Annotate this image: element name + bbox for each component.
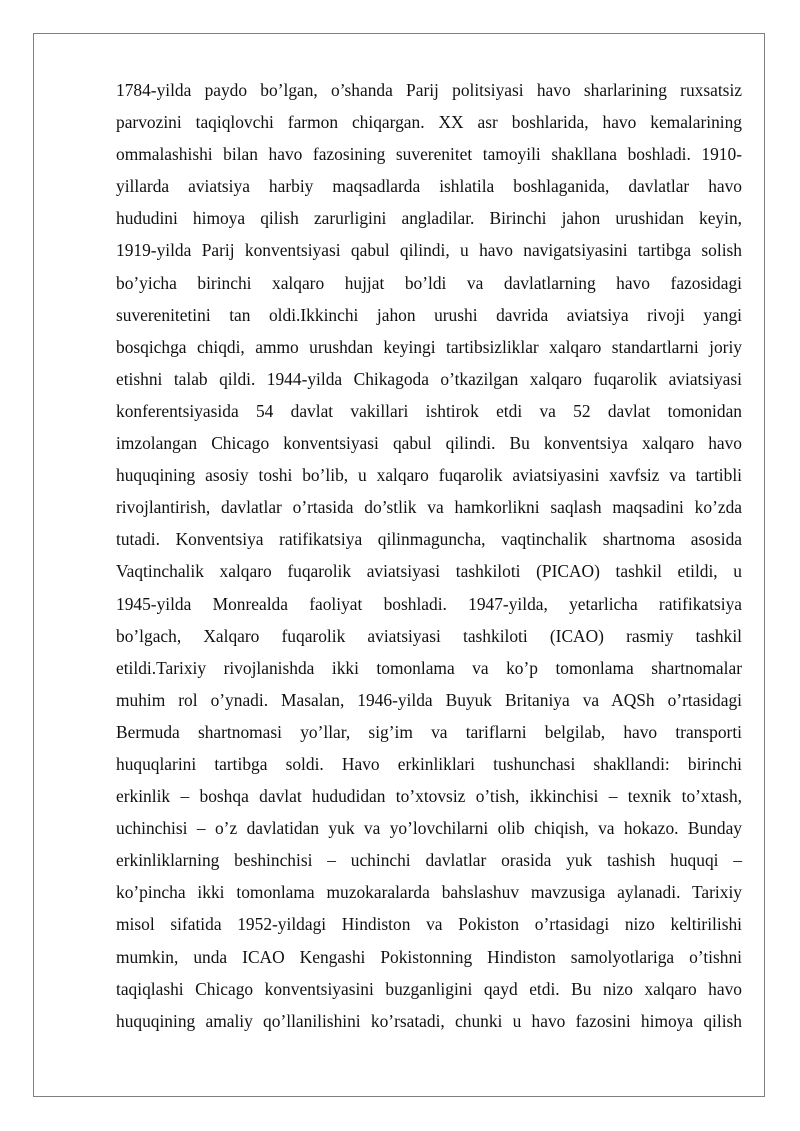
- text-line: hududini himoya qilish zarurligini angladilar. Birinchi jahon urushidan keyin,: [116, 208, 742, 229]
- text-line: bo’lgach, Xalqaro fuqarolik aviatsiyasi tashkiloti (ICAO) rasmiy tashkil: [116, 625, 742, 646]
- text-line: misol sifatida 1952-yildagi Hindiston va Pokiston o’rtasidagi nizo keltirilishi: [116, 914, 742, 935]
- text-line: suverenitetini tan oldi.Ikkinchi jahon urushi davrida aviatsiya rivoji yangi: [116, 304, 742, 325]
- text-line: erkinliklarning beshinchisi – uchinchi davlatlar orasida yuk tashish huquqi –: [116, 850, 742, 871]
- text-line: ko’pincha ikki tomonlama muzokaralarda bahslashuv mavzusiga aylanadi. Tarixiy: [116, 882, 742, 903]
- text-line: 1919-yilda Parij konventsiyasi qabul qilindi, u havo navigatsiyasini tartibga solish: [116, 240, 742, 261]
- text-line: rivojlantirish, davlatlar o’rtasida do’stlik va hamkorlikni saqlash maqsadini ko’zda: [116, 497, 742, 518]
- text-line: Bermuda shartnomasi yo’llar, sig’im va tariflarni belgilab, havo transporti: [116, 721, 742, 742]
- text-line: ommalashishi bilan havo fazosining suverenitet tamoyili shakllana boshladi. 1910-: [116, 144, 742, 165]
- text-line: etildi.Tarixiy rivojlanishda ikki tomonlama va ko’p tomonlama shartnomalar: [116, 657, 742, 678]
- text-line: yillarda aviatsiya harbiy maqsadlarda ishlatila boshlaganida, davlatlar havo: [116, 176, 742, 197]
- text-line: bosqichga chiqdi, ammo urushdan keyingi tartibsizliklar xalqaro standartlarni joriy: [116, 336, 742, 357]
- text-line: erkinlik – boshqa davlat hududidan to’xtovsiz o’tish, ikkinchisi – texnik to’xtash,: [116, 786, 742, 807]
- text-line: konferentsiyasida 54 davlat vakillari ishtirok etdi va 52 davlat tomonidan: [116, 400, 742, 421]
- text-line: 1945-yilda Monrealda faoliyat boshladi. 1947-yilda, yetarlicha ratifikatsiya: [116, 593, 742, 614]
- text-line: uchinchisi – o’z davlatidan yuk va yo’lovchilarni olib chiqish, va hokazo. Bunday: [116, 818, 742, 839]
- text-line: mumkin, unda ICAO Kengashi Pokistonning Hindiston samolyotlariga o’tishni: [116, 946, 742, 967]
- text-line: Vaqtinchalik xalqaro fuqarolik aviatsiyasi tashkiloti (PICAO) tashkil etildi, u: [116, 561, 742, 582]
- text-line: tutadi. Konventsiya ratifikatsiya qilinmaguncha, vaqtinchalik shartnoma asosida: [116, 529, 742, 550]
- text-line: muhim rol o’ynadi. Masalan, 1946-yilda Buyuk Britaniya va AQSh o’rtasidagi: [116, 689, 742, 710]
- text-line: bo’yicha birinchi xalqaro hujjat bo’ldi va davlatlarning havo fazosidagi: [116, 272, 742, 293]
- text-line: 1784-yilda paydo bo’lgan, o’shanda Parij politsiyasi havo sharlarining ruxsatsiz: [116, 80, 742, 100]
- text-line: huquqining asosiy toshi bo’lib, u xalqaro fuqarolik aviatsiyasini xavfsiz va tartibli: [116, 465, 742, 486]
- text-line: etishni talab qildi. 1944-yilda Chikagoda o’tkazilgan xalqaro fuqarolik aviatsiyasi: [116, 368, 742, 389]
- text-line: parvozini taqiqlovchi farmon chiqargan. XX asr boshlarida, havo kemalarining: [116, 112, 742, 133]
- text-line: huquqining amaliy qo’llanilishini ko’rsatadi, chunki u havo fazosini himoya qilish: [116, 1010, 742, 1031]
- text-line: imzolangan Chicago konventsiyasi qabul qilindi. Bu konventsiya xalqaro havo: [116, 433, 742, 454]
- text-line: huquqlarini tartibga soldi. Havo erkinliklari tushunchasi shakllandi: birinchi: [116, 753, 742, 774]
- document-body: [116, 74, 742, 1037]
- text-line: taqiqlashi Chicago konventsiyasini buzganligini qayd etdi. Bu nizo xalqaro havo: [116, 978, 742, 999]
